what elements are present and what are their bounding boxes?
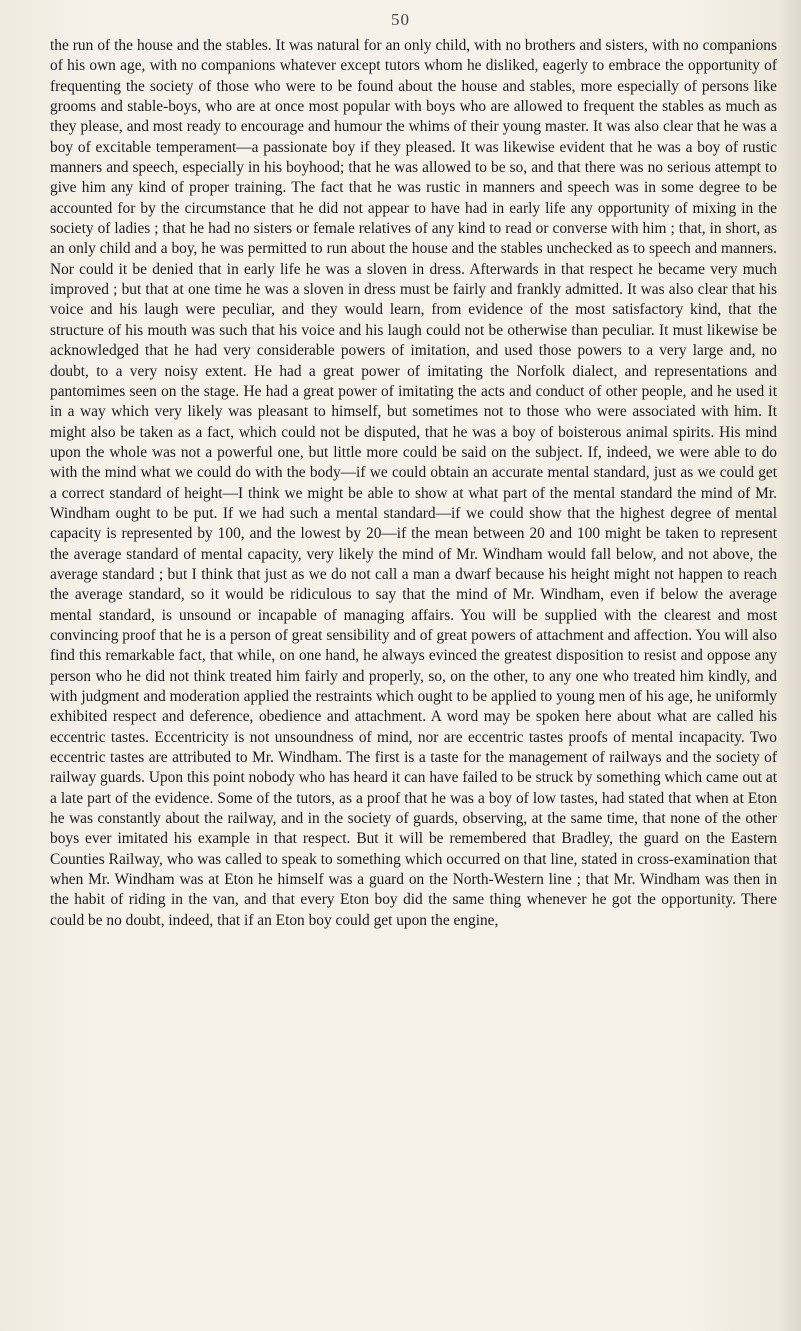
- body-text: [50, 36, 777, 931]
- paragraph: the run of the house and the stables. It was natural for an only child, with no brothers and sisters, with no companions of his own age, with no companions whatever except tutors whom he disliked, eagerly to embrace the opportunity of frequenting the society of those who were to be found about the house and stables, more especially of persons like grooms and stable-boys, who are at once most popular with boys who are allowed to frequent the stables as much as they please, and most ready to encourage and humour the whims of their young master. It was also clear that he was a boy of excitable temperament—a passionate boy if they pleased. It was likewise evident that he was a boy of rustic manners and speech, especially in his boyhood; that he was allowed to be so, and that there was no serious attempt to give him any kind of proper training. The fact that he was rustic in manners and speech was in some degree to be accounted for by the circumstance that he did not appear to have had in early life any opportunity of mixing in the society of ladies ; that he had no sisters or female relatives of any kind to read or converse with him ; that, in short, as an only child and a boy, he was permitted to run about the house and the stables unchecked as to speech and manners. Nor could it be denied that in early life he was a sloven in dress. Afterwards in that respect he became very much improved ; but that at one time he was a sloven in dress must be fairly and frankly admitted. It was also clear that his voice and his laugh were peculiar, and they would learn, from evidence of the most satisfactory kind, that the structure of his mouth was such that his voice and his laugh could not be otherwise than peculiar. It must likewise be acknowledged that he had very considerable powers of imitation, and used those powers to a very large and, no doubt, to a very noisy extent. He had a great power of imitating the Norfolk dialect, and representations and pantomimes seen on the stage. He had a great power of imitating the acts and conduct of other people, and he used it in a way which very likely was pleasant to himself, but sometimes not to those who were associated with him. It might also be taken as a fact, which could not be disputed, that he was a boy of boisterous animal spirits. His mind upon the whole was not a powerful one, but little more could be said on the subject. If, indeed, we were able to do with the mind what we could do with the body—if we could obtain an accurate mental standard, just as we could get a correct standard of height—I think we might be able to show at what part of the mental standard the mind of Mr. Windham ought to be put. If we had such a mental standard—if we could show that the highest degree of mental capacity is represented by 100, and the lowest by 20—if the mean between 20 and 100 might be taken to represent the average standard of mental capacity, very likely the mind of Mr. Windham would fall below, and not above, the average standard ; but I think that just as we do not call a man a dwarf because his height might not happen to reach the average standard, so it would be ridiculous to say that the mind of Mr. Windham, even if below the average mental standard, is unsound or incapable of managing affairs. You will be supplied with the clearest and most convincing proof that he is a person of great sensibility and of great powers of attachment and affection. You will also find this remarkable fact, that while, on one hand, he always evinced the greatest disposition to resist and oppose any person who he did not think treated him fairly and properly, so, on the other, to any one who treated him kindly, and with judgment and moderation applied the restraints which ought to be applied to young men of his age, he uniformly exhibited respect and deference, obedience and attachment. A word may be spoken here about what are called his eccentric tastes. Eccentricity is not unsoundness of mind, nor are eccentric tastes proofs of mental incapacity. Two eccentric tastes are attributed to Mr. Windham. The first is a taste for the management of railways and the society of railway guards. Upon this point nobody who has heard it can have failed to be struck by something which came out at a late part of the evidence. Some of the tutors, as a proof that he was a boy of low tastes, had stated that when at Eton he was constantly about the railway, and in the society of guards, observing, at the same time, that none of the other boys ever imitated his example in that respect. But it will be remembered that Bradley, the guard on the Eastern Counties Railway, who was called to speak to something which occurred on that line, stated in cross-examination that when Mr. Windham was at Eton he himself was a guard on the North-Western line ; that Mr. Windham was then in the habit of riding in the van, and that every Eton boy did the same thing whenever he got the opportunity. There could be no doubt, indeed, that if an Eton boy could get upon the engine,: [50, 37, 777, 929]
- page-edge-shadow: [779, 0, 801, 1331]
- page-number: 50: [391, 10, 410, 29]
